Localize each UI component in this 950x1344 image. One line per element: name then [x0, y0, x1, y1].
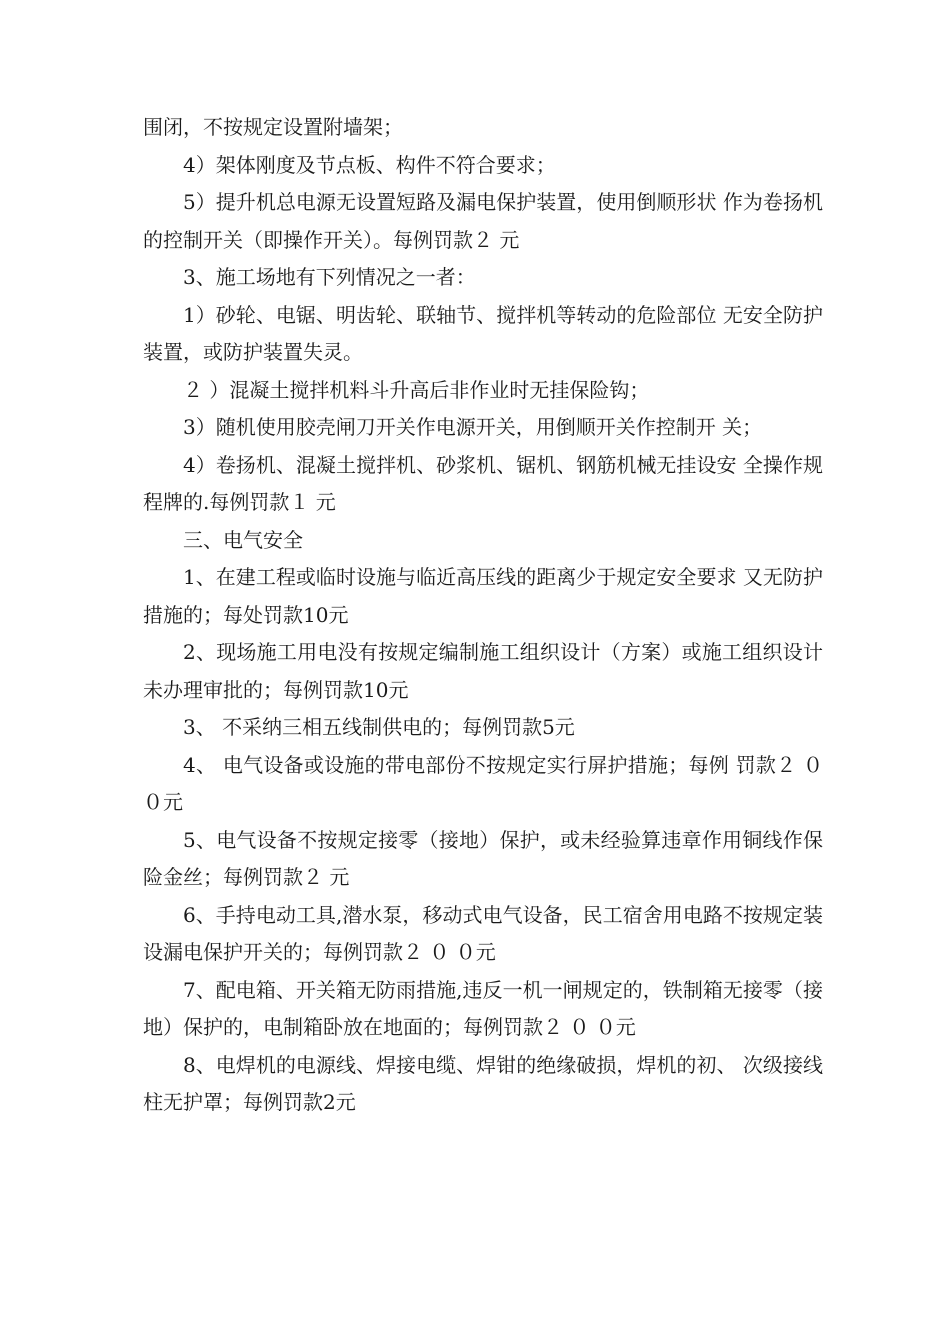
paragraph-electrical-4-shielding: 4、 电气设备或设施的带电部份不按规定实行屏护措施；每例 罚款２ ０ ０元 [143, 752, 823, 814]
paragraph-electrical-7-distribution-box: 7、配电箱、开关箱无防雨措施,违反一机一闸规定的，铁制箱无接零（接地）保护的，电制箱卧放在地面的；每例罚款２ ０ ０元 [143, 977, 823, 1039]
document-body [143, 109, 823, 1122]
paragraph-electrical-2-design: 2、现场施工用电没有按规定编制施工组织设计（方案）或施工组织设计未办理审批的；每例罚款10元 [143, 640, 823, 702]
paragraph-electrical-3-five-wire: 3、 不采纳三相五线制供电的；每例罚款5元 [183, 715, 575, 739]
paragraph-item-3-knife-switch: 3）随机使用胶壳闸刀开关作电源开关，用倒顺开关作控制开 关； [183, 415, 763, 439]
paragraph-electrical-5-grounding: 5、电气设备不按规定接零（接地）保护，或未经验算违章作用铜线作保险金丝；每例罚款２ 元 [143, 827, 823, 889]
paragraph-item-4-operating-rules: 4）卷扬机、混凝土搅拌机、砂浆机、锯机、钢筋机械无挂设安 全操作规程牌的.每例罚款１ 元 [143, 452, 823, 514]
paragraph-section-3-site-conditions: 3、施工场地有下列情况之一者： [183, 265, 476, 289]
paragraph-electrical-8-welder: 8、电焊机的电源线、焊接电缆、焊钳的绝缘破损，焊机的初、 次级接线柱无护罩；每例罚款2元 [143, 1052, 823, 1114]
paragraph-electrical-6-leakage-protection: 6、手持电动工具,潜水泵，移动式电气设备，民工宿舍用电路不按规定装设漏电保护开关的；每例罚款２ ０ ０元 [143, 902, 823, 964]
paragraph-item-2-mixer-hopper: ２ ）混凝土搅拌机料斗升高后非作业时无挂保险钩； [183, 377, 650, 402]
paragraph-item-1-rotating-parts: 1）砂轮、电锯、明齿轮、联轴节、搅拌机等转动的危险部位 无安全防护装置，或防护装置失灵。 [143, 302, 823, 364]
paragraph-item-5-hoist-power: 5）提升机总电源无设置短路及漏电保护装置，使用倒顺形状 作为卷扬机的控制开关（即操作开关）。每例罚款２ 元 [143, 190, 823, 252]
section-heading-electrical-safety: 三、电气安全 [183, 527, 303, 552]
paragraph-item-4-frame-rigidity: 4）架体刚度及节点板、构件不符合要求； [183, 152, 556, 177]
paragraph-continuation: 围闭，不按规定设置附墙架； [143, 115, 403, 139]
paragraph-electrical-1-high-voltage: 1、在建工程或临时设施与临近高压线的距离少于规定安全要求 又无防护措施的；每处罚款10元 [143, 565, 823, 627]
